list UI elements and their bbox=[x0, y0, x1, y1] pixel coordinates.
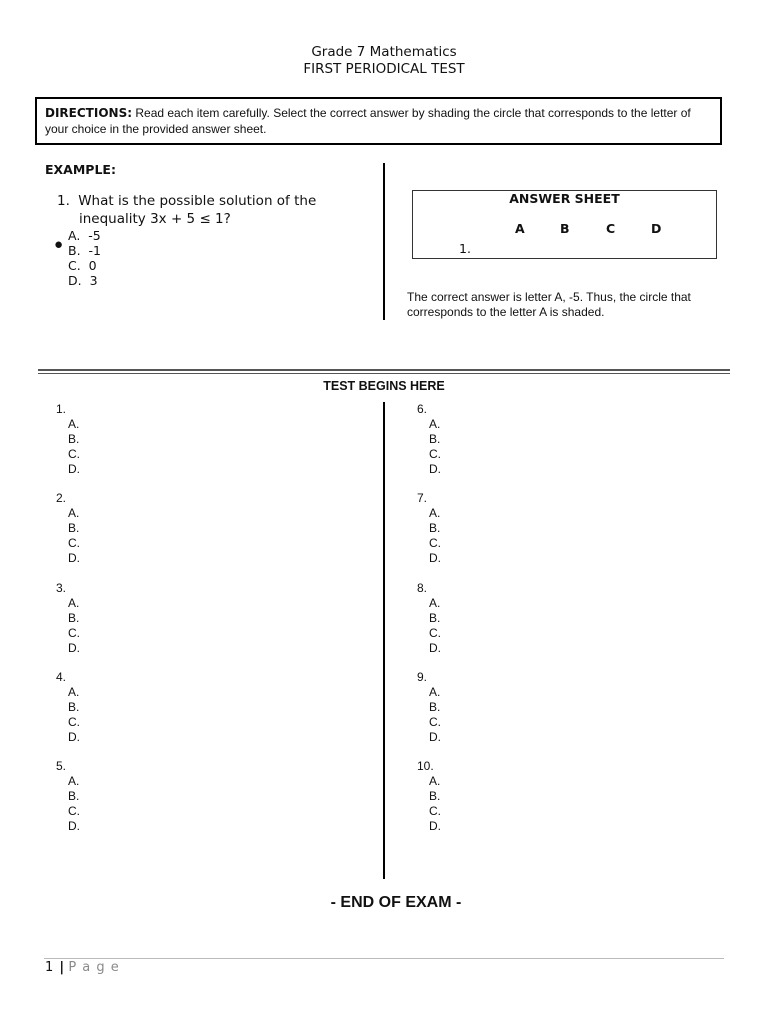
choice-d: D. bbox=[68, 641, 80, 655]
choice-a: A. bbox=[68, 417, 80, 431]
example-choice-c: C. 0 bbox=[68, 258, 97, 273]
choice-c: C. bbox=[68, 804, 80, 818]
column-divider bbox=[383, 402, 385, 879]
item-number: 4. bbox=[56, 670, 67, 684]
choice-d: D. bbox=[429, 641, 441, 655]
directions-text: Read each item carefully. Select the correct answer by shading the circle that corresponds to the letter of your choice in the provided answer sheet. bbox=[45, 106, 691, 136]
directions-box bbox=[35, 97, 722, 145]
test-item bbox=[56, 581, 80, 656]
choice-d: D. bbox=[429, 551, 441, 565]
test-title: FIRST PERIODICAL TEST bbox=[303, 61, 465, 77]
page-label: P a g e bbox=[68, 960, 120, 975]
choice-c: C. bbox=[68, 626, 80, 640]
choice-d: D. bbox=[429, 730, 441, 744]
choice-a: A. bbox=[429, 417, 441, 431]
page-number: 1 bbox=[45, 960, 54, 975]
answer-sheet-row-number: 1. bbox=[459, 241, 471, 256]
choice-d: D. bbox=[68, 730, 80, 744]
choice-d: D. bbox=[429, 462, 441, 476]
item-number: 7. bbox=[417, 491, 428, 505]
test-begins-label: TEST BEGINS HERE bbox=[323, 379, 445, 393]
choice-b: B. bbox=[429, 700, 441, 714]
end-of-exam-label: - END OF EXAM - bbox=[330, 894, 462, 911]
choice-a: A. bbox=[429, 506, 441, 520]
item-number: 6. bbox=[417, 402, 428, 416]
choice-d: D. bbox=[429, 819, 441, 833]
example-choice-b: B. -1 bbox=[68, 243, 101, 258]
answer-sheet-box bbox=[412, 190, 717, 259]
choice-a: A. bbox=[429, 774, 441, 788]
choice-a: A. bbox=[68, 685, 80, 699]
page-footer bbox=[45, 960, 120, 975]
test-item bbox=[417, 402, 441, 477]
choice-c: C. bbox=[429, 715, 441, 729]
choice-a: A. bbox=[429, 685, 441, 699]
section-divider bbox=[38, 369, 730, 371]
item-number: 8. bbox=[417, 581, 428, 595]
section-divider-thin bbox=[38, 373, 730, 374]
choice-c: C. bbox=[429, 447, 441, 461]
answer-sheet-letter-c: C bbox=[606, 221, 616, 236]
shaded-circle-icon: ● bbox=[54, 236, 64, 253]
footer-divider bbox=[44, 958, 724, 959]
example-choice-a: A. -5 bbox=[68, 228, 101, 243]
choice-b: B. bbox=[68, 521, 80, 535]
choice-c: C. bbox=[68, 447, 80, 461]
choice-b: B. bbox=[68, 611, 80, 625]
choice-d: D. bbox=[68, 819, 80, 833]
footer-separator: | bbox=[59, 960, 65, 975]
choice-c: C. bbox=[429, 626, 441, 640]
example-divider bbox=[383, 163, 385, 320]
directions-label: DIRECTIONS: bbox=[45, 106, 133, 120]
choice-b: B. bbox=[429, 611, 441, 625]
choice-a: A. bbox=[68, 596, 80, 610]
choice-b: B. bbox=[68, 789, 80, 803]
example-question-text: What is the possible solution of the bbox=[78, 193, 317, 209]
choice-a: A. bbox=[429, 596, 441, 610]
choice-a: A. bbox=[68, 774, 80, 788]
answer-sheet-title: ANSWER SHEET bbox=[509, 191, 620, 206]
example-choice-d: D. 3 bbox=[68, 273, 98, 288]
answer-sheet-letter-b: B bbox=[560, 221, 570, 236]
item-number: 9. bbox=[417, 670, 428, 684]
answer-sheet-letter-a: A bbox=[515, 221, 525, 236]
subject-title: Grade 7 Mathematics bbox=[311, 44, 457, 60]
choice-c: C. bbox=[429, 536, 441, 550]
example-question-number: 1. bbox=[57, 193, 70, 209]
example-choices bbox=[68, 228, 101, 288]
example-label: EXAMPLE: bbox=[45, 162, 116, 177]
example-question-line2: inequality 3x + 5 ≤ 1? bbox=[79, 211, 231, 227]
test-item bbox=[56, 491, 80, 566]
test-item bbox=[56, 670, 80, 745]
test-item bbox=[56, 759, 80, 834]
item-number: 5. bbox=[56, 759, 67, 773]
item-number: 1. bbox=[56, 402, 67, 416]
choice-c: C. bbox=[68, 715, 80, 729]
example-question bbox=[57, 192, 362, 210]
test-item bbox=[417, 581, 441, 656]
choice-d: D. bbox=[68, 551, 80, 565]
test-item bbox=[417, 491, 441, 566]
test-item bbox=[417, 759, 441, 834]
item-number: 3. bbox=[56, 581, 67, 595]
page-header bbox=[0, 44, 768, 78]
choice-b: B. bbox=[429, 789, 441, 803]
choice-b: B. bbox=[68, 700, 80, 714]
choice-b: B. bbox=[68, 432, 80, 446]
choice-b: B. bbox=[429, 432, 441, 446]
answer-sheet-letter-d: D bbox=[651, 221, 662, 236]
test-item bbox=[417, 670, 441, 745]
choice-c: C. bbox=[68, 536, 80, 550]
choice-a: A. bbox=[68, 506, 80, 520]
choice-b: B. bbox=[429, 521, 441, 535]
choice-c: C. bbox=[429, 804, 441, 818]
answer-note: The correct answer is letter A, -5. Thus, the circle that corresponds to the letter A is shaded. bbox=[407, 290, 691, 319]
test-item bbox=[56, 402, 80, 477]
item-number: 10. bbox=[417, 759, 434, 773]
item-number: 2. bbox=[56, 491, 67, 505]
choice-d: D. bbox=[68, 462, 80, 476]
